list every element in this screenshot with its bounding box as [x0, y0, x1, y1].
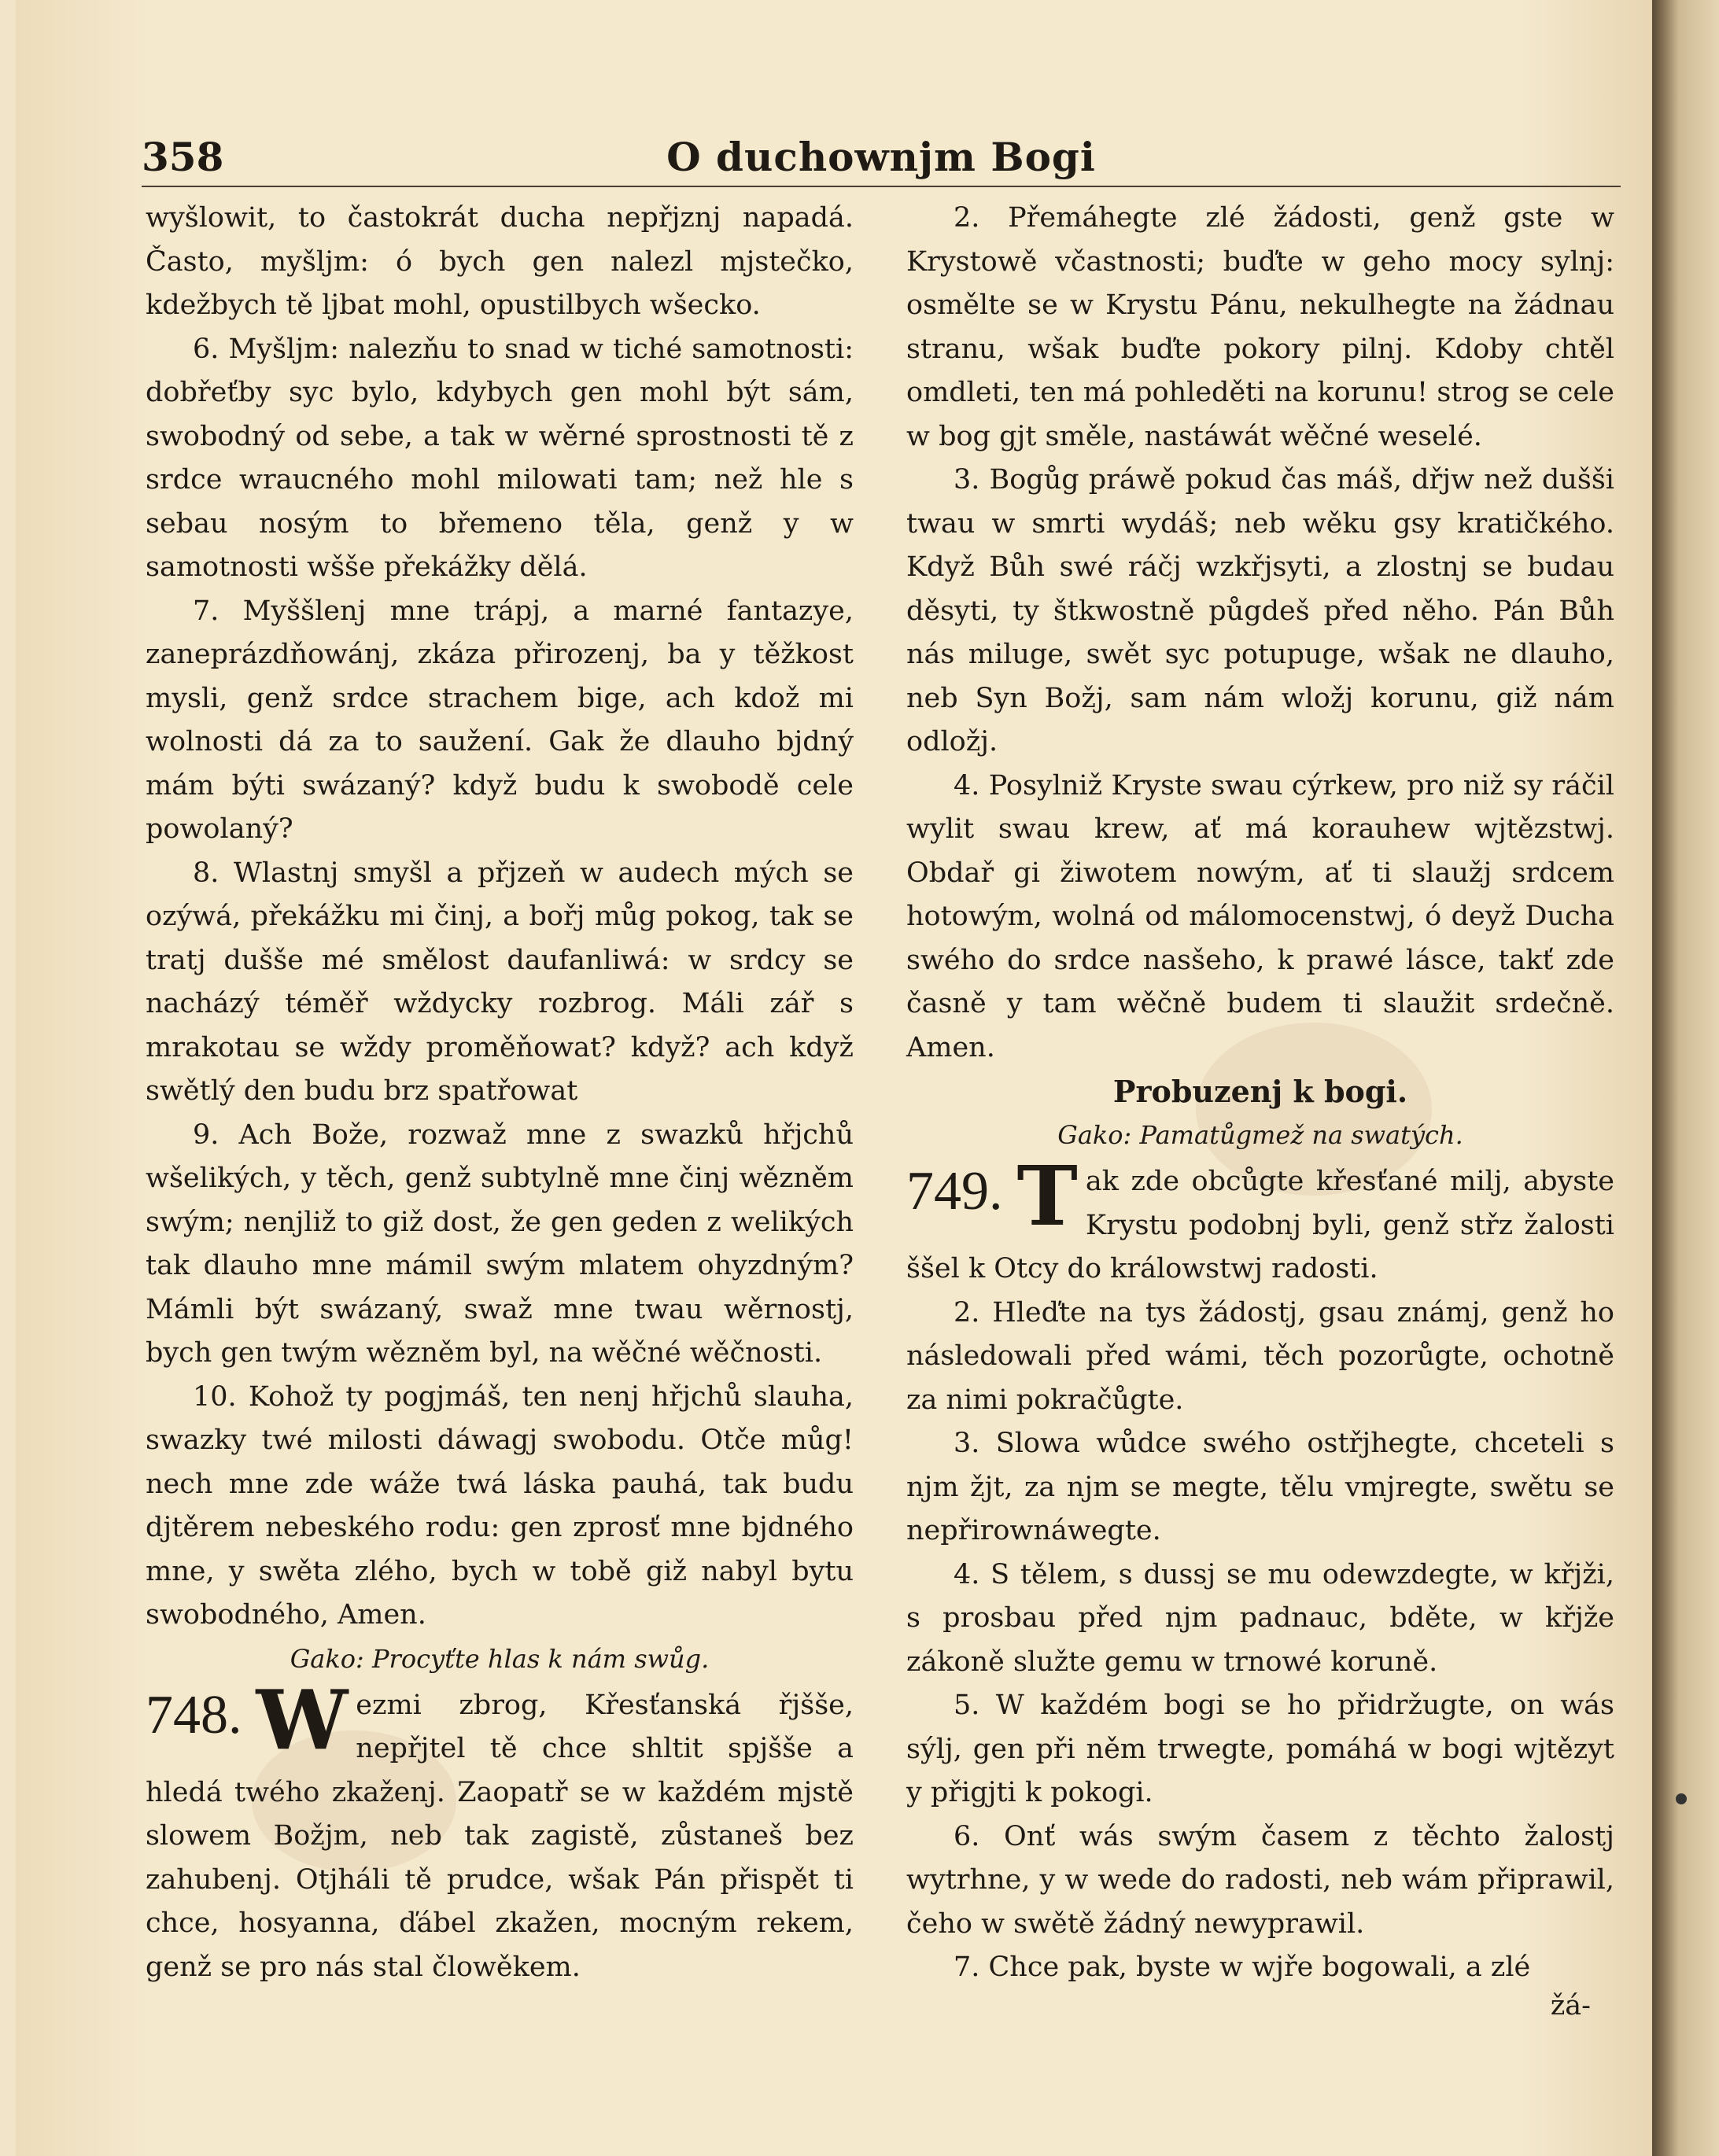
- drop-cap: W: [256, 1671, 349, 1768]
- hymn-748: [146, 1671, 854, 1990]
- page-number: 358: [142, 134, 224, 180]
- song-title: Probuzenj k bogi.: [1112, 1074, 1408, 1109]
- right-column: [906, 197, 1614, 2021]
- hymn-749: [906, 1148, 1614, 1292]
- verse-6: 6. Onť wás swým časem z těchto žalostj wytrhne, y w wede do radosti, neb wám připrawil, čeho w swětě žádný newyprawil.: [906, 1820, 1614, 1940]
- melody-line: Gako: Procyťte hlas k nám swůg.: [290, 1643, 710, 1674]
- hymn-first-verse: ak zde obcůgte křesťané milj, abyste Krystu podobnj byli, genž střz žalosti ššel k Otcy do králowstwj radosti.: [906, 1166, 1614, 1284]
- melody-line: Gako: Pamatůgmež na swatých.: [1057, 1120, 1463, 1150]
- ink-spot: [1676, 1793, 1687, 1804]
- left-column: [146, 197, 854, 1989]
- verse-8: 8. Wlastnj smyšl a přjzeň w audech mých se ozýwá, překážku mi činj, a bořj můg pokog, tak se tratj dušše mé smělost daufanliwá: w srdcy se nacházý téměř wždycky rozbrog. Máli zář s mrakotau se wždy proměňowat? když? ach když swětlý den budu brz spatřowat: [146, 857, 854, 1107]
- verse-2: 2. Hleďte na tys žádostj, gsau známj, genž ho následowali před wámi, těch pozorůgte, ochotně za nimi pokračůgte.: [906, 1296, 1614, 1416]
- verse-10: 10. Kohož ty pogjmáš, ten nenj hřjchů slauha, swazky twé milosti dáwagj swobodu. Otče můg! nech mne zde wáže twá láska pauhá, tak budu djtěrem nebeského rodu: gen zprosť mne bjdného mne, y swěta zlého, bych w tobě giž nabyl bytu swobodného, Amen.: [146, 1380, 854, 1631]
- verse-4: 4. Posylniž Kryste swau cýrkew, pro niž sy ráčil wylit swau krew, ať má korauhew wjtězstwj. Obdař gi žiwotem nowým, ať ti slaužj srdcem hotowým, wolná od málomocenstwj, ó deyž Ducha swého do srdce nasšeho, k prawé lásce, takť zde časně y tam wěčně budem ti slaužit srdečně. Amen.: [906, 769, 1614, 1063]
- verse-7: 7. Myššlenj mne trápj, a marné fantazye, zaneprázdňowánj, zkáza přirozenj, ba y těžkost mysli, genž srdce strachem bige, ach kdož mi wolnosti dá za to saužení. Gak že dlauho bjdný mám býti swázaný? když budu k swobodě cele powolaný?: [146, 595, 854, 845]
- verse-9: 9. Ach Bože, rozwaž mne z swazků hřjchů wšelikých, y těch, genž subtylně mne činj wězněm swým; nenjliž to giž dost, že gen geden z welikých tak dlauho mne mámil swým mlatem ohyzdným? Mámli být swázaný, swaž mne twau wěrnostj, bych gen twým wězněm byl, na wěčné wěčnosti.: [146, 1119, 854, 1369]
- hymn-first-verse: ezmi zbrog, Křesťanská řjšše, nepřjtel tě chce shltit spjšše a hledá twého zkaženj. Zaopatř se w každém mjstě slowem Božjm, neb tak zagistě, zůstaneš bez zahubenj. Otjháli tě prudce, wšak Pán přispět ti chce, hosyanna, ďábel zkažen, mocným rekem, genž se pro nás stal člowěkem.: [146, 1689, 854, 1983]
- drop-cap: T: [1016, 1148, 1078, 1244]
- hymn-number: 749.: [906, 1161, 1003, 1222]
- page-header: [142, 134, 1621, 189]
- catchword: žá-: [1550, 1989, 1591, 2021]
- verse-3: 3. Slowa wůdce swého ostřjhegte, chceteli s njm žjt, za njm se megte, tělu vmjregte, swětu se nepřirownáwegte.: [906, 1428, 1614, 1546]
- verse-2: 2. Přemáhegte zlé žádosti, genž gste w Krystowě včastnosti; buďte w geho mocy sylnj: osmělte se w Krystu Pánu, nekulhegte na žádnau stranu, wšak buďte pokory pilnj. Kdoby chtěl omdleti, ten má pohleděti na korunu! strog se cele w bog gjt směle, nastáwát wěčné weselé.: [906, 202, 1614, 452]
- hymn-number: 748.: [146, 1684, 242, 1745]
- verse-3: 3. Bogůg práwě pokud čas máš, dřjw než dušši twau w smrti wydáš; neb wěku gsy kratičkého. Když Bůh swé ráčj wzkřjsyti, a zlostnj se budau děsyti, ty štkwostně půgdeš před něho. Pán Bůh nás miluge, swět syc potupuge, wšak ne dlauho, neb Syn Božj, sam nám wložj korunu, giž nám odložj.: [906, 464, 1614, 757]
- paragraph-continuation: wyšlowit, to častokrát ducha nepřjznj napadá. Často, myšljm: ó bych gen nalezl mjstečko, kdežbych tě ljbat mohl, opustilbych wšecko.: [146, 202, 854, 321]
- running-head: O duchownjm Bogi: [666, 134, 1096, 180]
- verse-5: 5. W každém bogi se ho přidržugte, on wás sýlj, gen při něm trwegte, pomáhá w bogi wjtězyt y přigjti k pokogi.: [906, 1690, 1614, 1808]
- verse-7: 7. Chce pak, byste w wjře bogowali, a zlé: [954, 1951, 1531, 1983]
- header-rule: [142, 186, 1621, 187]
- book-gutter: [1652, 0, 1719, 2156]
- verse-4: 4. S tělem, s dussj se mu odewzdegte, w křjži, s prosbau před njm padnauc, bděte, w křjže zákoně služte gemu w trnowé koruně.: [906, 1558, 1614, 1678]
- verse-6: 6. Myšljm: nalezňu to snad w tiché samotnosti: dobřeťby syc bylo, kdybych gen mohl být sám, swobodný od sebe, a tak w wěrné sprostnosti tě z srdce wraucného mohl milowati tam; než hle s sebau nosým to břemeno těla, genž y w samotnosti wšše překážky dělá.: [146, 333, 854, 583]
